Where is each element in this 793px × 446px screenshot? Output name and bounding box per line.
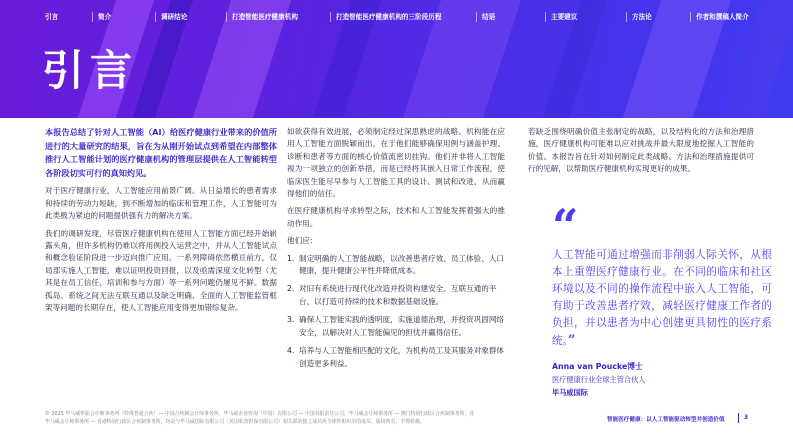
legal-notice: © 2025 毕马威华振会计师事务所（特殊普通合伙）— 中国合伙制会计师事务所，毕马威企业咨询（中国）有限公司 — 中国有限责任公司，毕马威会计师事务所 — 澳门特别行政区合伙制事务所，及毕马威会计师事务所 — 香港特别行政区合伙制事务所，均是与毕马威国际有限公司（英国私营担保有限公司）相关联的独立成员所全球性组织中的成员。版权所有，不得转载。 bbox=[45, 411, 475, 425]
list-item bbox=[287, 283, 505, 308]
list-item bbox=[287, 314, 505, 339]
pull-quote bbox=[552, 247, 772, 350]
list-number: 4. bbox=[287, 346, 295, 356]
nav-item-recommendations[interactable]: 主要建议 bbox=[545, 12, 577, 22]
nav-item-authors[interactable]: 作者和撰稿人简介 bbox=[690, 12, 749, 22]
document-title: 智能医疗健康：以人工智能驱动转型并创造价值 bbox=[607, 417, 725, 423]
nav-item-methodology[interactable]: 方法论 bbox=[626, 12, 652, 22]
hero-banner bbox=[0, 0, 793, 118]
list-number: 2. bbox=[287, 284, 295, 294]
nav-item-conclusion[interactable]: 结语 bbox=[476, 12, 495, 22]
nav-item-intro[interactable]: 引言 bbox=[45, 13, 59, 21]
top-nav bbox=[0, 12, 793, 26]
nav-item-findings[interactable]: 调研结论 bbox=[155, 12, 187, 22]
quote-close-icon: ” bbox=[567, 333, 576, 348]
body-paragraph: 我们的调研发现，尽管医疗健康机构在使用人工智能方面已经开始崭露头角，但许多机构仍难以将用例投入运营之中，并从人工智能试点和概念验证阶段进一步迈向推广应用。一系列障碍依然横亘前方，仅局部实施人工智能，难以证明投资回报，以及亟需深度文化转型（尤其是在员工信任、培训和参与方面）等一系列问题仍屡见不鲜。数据孤岛、系统之间无法互联互通以及缺乏明确、全面的人工智能监管框架等问题的长期存在，使人工智能应用变得更加错综复杂。 bbox=[45, 228, 277, 313]
quote-author-role: 医疗健康行业全球主管合伙人 bbox=[552, 375, 646, 384]
body-paragraph: 在医疗健康机构寻求转型之际，技术和人工智能发挥着强大的推动作用。 bbox=[287, 206, 505, 228]
body-paragraph: 如欲获得有效进展，必须制定经过深思熟虑的战略。机构能在应用人工智能方面脱颖而出，在于他们能够确保用例与涵盖护理、诊断和患者等方面的核心价值流密切挂钩。他们并非将人工智能视为一项独立的创新举措，而是已经将其嵌入日常工作流程，使临床医生能尽早参与人工智能工具的设计、测试和改进，从而赢得他们的信任。 bbox=[287, 127, 505, 199]
body-paragraph: 若缺乏围绕明确价值主张制定的战略，以及结构化的方法和治理措施，医疗健康机构可能难以应对挑战并最大限度地挖掘人工智能的价值。本报告旨在针对如何制定此类战略、方法和治理措施提供可行的见解，以帮助医疗健康机构实现更好的成果。 bbox=[528, 127, 754, 174]
footer-divider bbox=[738, 413, 739, 423]
lead-paragraph: 本报告总结了针对人工智能（AI）给医疗健康行业带来的价值所进行的大量研究的结果，旨在为从刚开始试点到希望在内部整体推行人工智能计划的医疗健康机构的管理层提供在人工智能转型各阶段切实可行的真知灼见。 bbox=[45, 127, 277, 178]
nav-item-three-stages[interactable]: 打造智能医疗健康机构的三阶段历程 bbox=[330, 12, 442, 22]
nav-item-overview[interactable]: 简介 bbox=[92, 12, 111, 22]
column-3 bbox=[528, 126, 754, 181]
body-paragraph: 对于医疗健康行业，人工智能应用前景广阔。从日益增长的患者需求和持续的劳动力短缺，到不断增加的临床和管理工作，人工智能可为此类极为紧迫的问题提供强有力的解决方案。 bbox=[45, 186, 277, 221]
recommendation-list bbox=[287, 253, 505, 370]
list-item bbox=[287, 345, 505, 370]
list-text: 确保人工智能实践的透明度，实施道德治理，并投资巩固网络安全，以解决对人工智能偏见的担忧并赢得信任。 bbox=[299, 315, 505, 337]
page-title: 引言 bbox=[42, 46, 139, 95]
quote-text: 人工智能可通过增强而非削弱人际关怀，从根本上重塑医疗健康行业。在不同的临床和社区环境以及不同的操作流程中嵌入人工智能，可有助于改善患者疗效，减轻医疗健康工作者的负担，并以患者为中心创建更具韧性的医疗系统。 bbox=[552, 249, 772, 347]
list-label: 他们应： bbox=[287, 236, 318, 246]
quote-author-org: 毕马威国际 bbox=[552, 388, 588, 397]
column-1 bbox=[45, 126, 277, 319]
quote-author-name: Anna van Poucke博士 bbox=[552, 362, 643, 371]
list-text: 制定明确的人工智能战略，以改善患者疗效、员工体验、人口健康，提升健康公平性并降低成本。 bbox=[299, 253, 505, 276]
quote-open-icon: “ bbox=[552, 199, 579, 253]
list-number: 1. bbox=[287, 253, 295, 263]
list-text: 对旧有系统进行现代化改造并投资构建安全、互联互通的平台，以打造可持续的技术和数据基础设施。 bbox=[299, 284, 497, 306]
list-number: 3. bbox=[287, 315, 295, 325]
nav-item-smart-org[interactable]: 打造智能医疗健康机构 bbox=[226, 12, 298, 22]
page-number: 3 bbox=[744, 415, 749, 421]
column-2 bbox=[287, 126, 505, 376]
list-item bbox=[287, 253, 505, 278]
list-text: 培养与人工智能相匹配的文化，为机构员工及其服务对象群体创造更多利益。 bbox=[299, 346, 505, 368]
